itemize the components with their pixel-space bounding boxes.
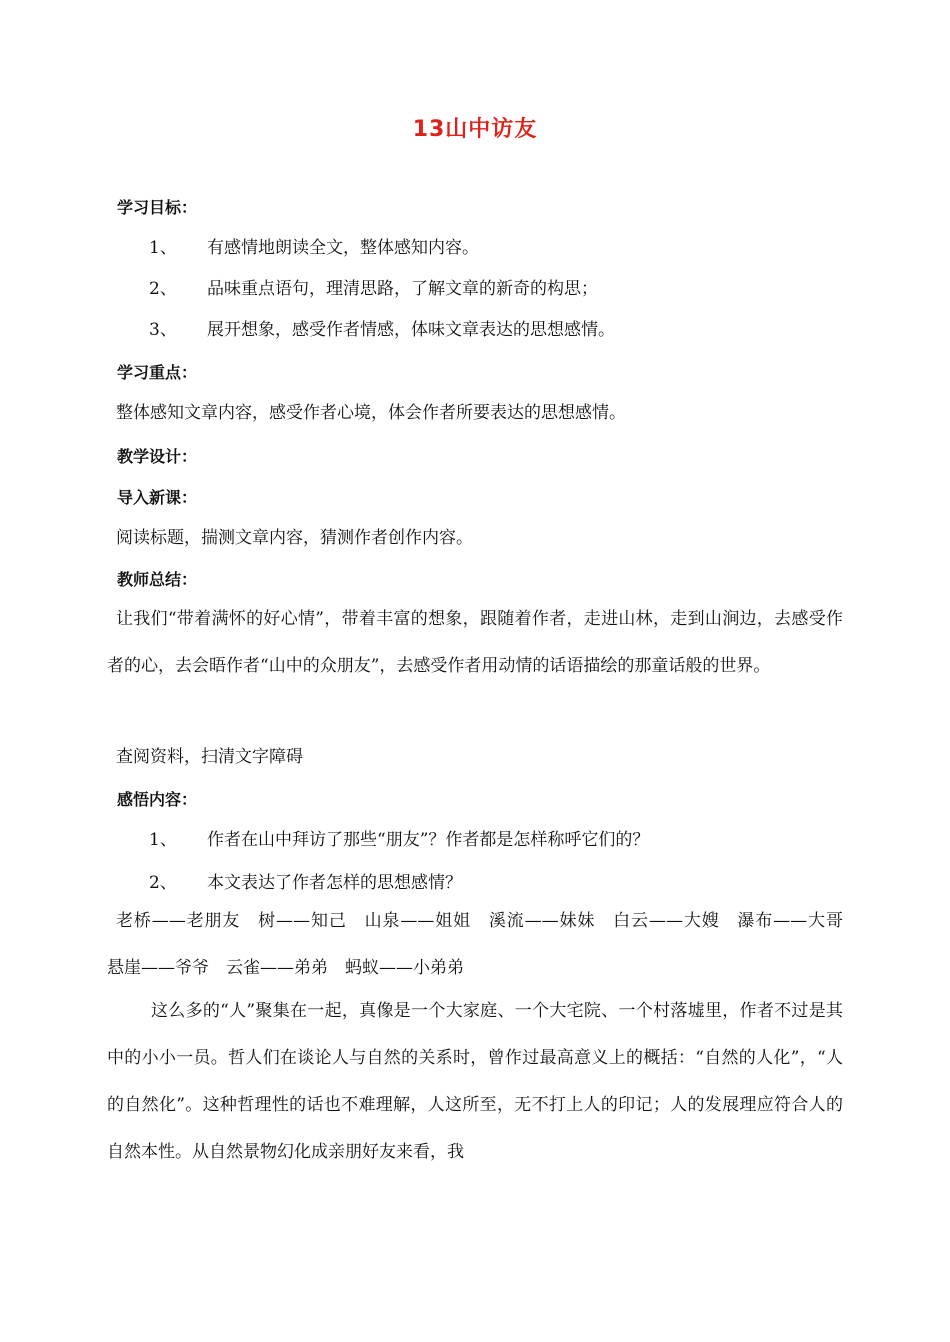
objectives-heading: 学习目标： bbox=[117, 198, 198, 217]
objective-number: 3、 bbox=[149, 320, 177, 340]
analysis-paragraph: 这么多的“人”聚集在一起，真像是一个大家庭、一个大宅院、一个村落墟里，作者不过是其中的小小一员。哲人们在谈论人与自然的关系时，曾作过最高意义上的概括：“自然的人化”，“人的自然化”。这种哲理性的话也不难理解，人这所至，无不打上人的印记；人的发展理应符合人的自然本性。从自然景物幻化成亲朋好友来看，我 bbox=[107, 1001, 843, 1162]
question-number: 1、 bbox=[149, 830, 177, 850]
document-title: 13山中访友 bbox=[412, 117, 538, 142]
intro-heading: 导入新课： bbox=[117, 488, 198, 507]
objective-number: 1、 bbox=[149, 238, 177, 258]
objective-text: 有感情地朗读全文，整体感知内容。 bbox=[207, 238, 479, 258]
objective-text: 品味重点语句，理清思路，了解文章的新奇的构思； bbox=[207, 279, 598, 299]
lookup-text: 查阅资料，扫清文字障碍 bbox=[116, 747, 303, 767]
question-text: 本文表达了作者怎样的思想感情？ bbox=[207, 873, 462, 893]
focus-heading: 学习重点： bbox=[117, 363, 198, 382]
objective-number: 2、 bbox=[149, 279, 177, 299]
question-text: 作者在山中拜访了那些“朋友”？作者都是怎样称呼它们的？ bbox=[207, 830, 650, 850]
focus-text: 整体感知文章内容，感受作者心境，体会作者所要表达的思想感情。 bbox=[116, 403, 626, 423]
summary-paragraph: 让我们“带着满怀的好心情”，带着丰富的想象，跟随着作者，走进山林，走到山涧边，去感受作者的心，去会晤作者“山中的众朋友”，去感受作者用动情的话语描绘的那童话般的世界。 bbox=[107, 609, 843, 676]
friends-list: 老桥——老朋友 树——知己 山泉——姐姐 溪流——妹妹 白云——大嫂 瀑布——大哥 悬崖——爷爷 云雀——弟弟 蚂蚁——小弟弟 bbox=[107, 911, 860, 978]
intro-text: 阅读标题，揣测文章内容，猜测作者创作内容。 bbox=[116, 528, 473, 548]
question-number: 2、 bbox=[149, 873, 177, 893]
summary-heading: 教师总结： bbox=[117, 570, 198, 589]
objective-text: 展开想象，感受作者情感，体味文章表达的思想感情。 bbox=[207, 320, 615, 340]
design-heading: 教学设计： bbox=[117, 447, 198, 466]
insight-heading: 感悟内容： bbox=[117, 790, 198, 809]
